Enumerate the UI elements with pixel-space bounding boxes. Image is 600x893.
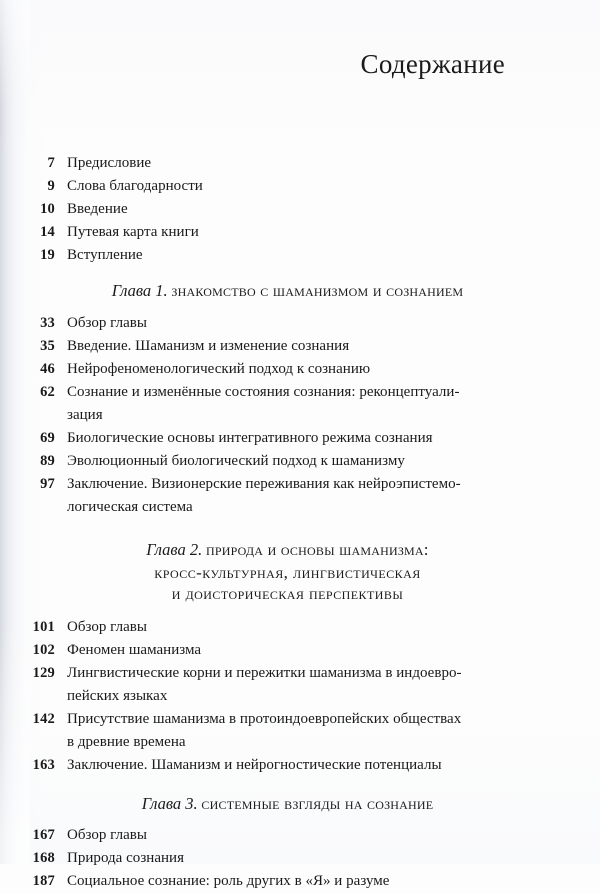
front-matter-section: [0, 152, 600, 267]
toc-entry[interactable]: [0, 427, 600, 450]
toc-entry[interactable]: [0, 312, 600, 335]
toc-entry-title: Предисловие: [67, 155, 152, 171]
toc-page-number: 33: [40, 315, 55, 331]
toc-entry-title-continuation: зация: [67, 407, 103, 423]
toc-entry-title: Введение: [67, 201, 128, 217]
toc-entry-title: Социальное сознание: роль других в «Я» и разуме: [67, 873, 390, 889]
toc-page-number: 46: [40, 361, 55, 377]
spacer: [0, 519, 600, 539]
table-of-contents: [0, 152, 600, 893]
toc-entry-title: Обзор главы: [67, 619, 147, 635]
toc-entry[interactable]: [0, 824, 600, 847]
toc-page-number: 19: [40, 247, 55, 263]
toc-page-number: 101: [32, 619, 55, 635]
toc-entry[interactable]: [0, 450, 600, 473]
toc-page-number: 7: [47, 155, 55, 171]
chapter-name-line-3: и доисторическая перспективы: [171, 584, 404, 603]
chapter-heading-3: [70, 793, 505, 816]
spacer: [0, 777, 600, 793]
toc-entry-title: Феномен шаманизма: [67, 642, 202, 658]
toc-entry-title: Заключение. Визионерские переживания как нейроэпистемо- логическая система: [58, 473, 493, 519]
toc-page-number: 9: [47, 178, 55, 194]
toc-entry[interactable]: [0, 358, 600, 381]
chapter-1-entries: [0, 312, 600, 519]
spacer: [0, 816, 600, 824]
toc-entry-title: Вступление: [67, 247, 143, 263]
chapter-name: природа и основы шаманизма:: [206, 540, 429, 559]
toc-page-number: 168: [32, 850, 55, 866]
toc-entry-title: Эволюционный биологический подход к шаманизму: [67, 453, 405, 469]
toc-page-number: 14: [40, 224, 55, 240]
chapter-3-entries: [0, 824, 600, 893]
toc-entry[interactable]: [0, 175, 600, 198]
toc-entry-title: Обзор главы: [67, 315, 147, 331]
spacer: [0, 303, 600, 312]
chapter-2-entries: [0, 616, 600, 777]
toc-entry-title: Лингвистические корни и пережитки шаманизма в индоевро- пейских языках: [58, 662, 493, 708]
toc-page-number: 10: [40, 201, 55, 217]
toc-entry[interactable]: [0, 847, 600, 870]
toc-page-number: 163: [32, 757, 55, 773]
toc-entry[interactable]: [0, 754, 600, 777]
toc-entry-title: Введение. Шаманизм и изменение сознания: [67, 338, 350, 354]
toc-entry-title: Нейрофеноменологический подход к сознанию: [67, 361, 371, 377]
toc-entry[interactable]: [0, 221, 600, 244]
toc-entry-title: Заключение. Шаманизм и нейрогностические потенциалы: [67, 757, 442, 773]
toc-page-number: 129: [32, 665, 55, 681]
toc-page-number: 187: [32, 873, 55, 889]
toc-page-number: 62: [40, 384, 55, 400]
toc-entry[interactable]: [0, 473, 600, 519]
toc-entry[interactable]: [0, 381, 600, 427]
toc-entry-title: Слова благодарности: [67, 178, 203, 194]
toc-entry-title-continuation: логическая система: [67, 499, 193, 515]
toc-entry[interactable]: [0, 870, 600, 893]
page-title: Содержание: [360, 49, 505, 79]
toc-page-number: 167: [32, 827, 55, 843]
toc-entry-title-continuation: в древние времена: [67, 734, 186, 750]
toc-entry-title: Путевая карта книги: [67, 224, 199, 240]
toc-entry-title: Природа сознания: [67, 850, 185, 866]
spacer: [0, 267, 600, 280]
toc-page-number: 35: [40, 338, 55, 354]
chapter-label: Глава 1.: [111, 281, 168, 300]
chapter-label: Глава 3.: [141, 794, 198, 813]
toc-entry-title: Биологические основы интегративного режима сознания: [67, 430, 433, 446]
toc-entry-title: Присутствие шаманизма в протоиндоевропейских обществах в древние времена: [58, 708, 493, 754]
toc-entry[interactable]: [0, 335, 600, 358]
toc-page-number: 97: [40, 476, 55, 492]
chapter-label: Глава 2.: [146, 540, 203, 559]
toc-entry[interactable]: [0, 198, 600, 221]
toc-page-number: 89: [40, 453, 55, 469]
chapter-name-line-2: кросс-культурная, лингвистическая: [154, 563, 421, 582]
toc-page-number: 142: [32, 711, 55, 727]
chapter-heading-2: [70, 539, 505, 604]
toc-page-number: 102: [32, 642, 55, 658]
toc-entry-title: Обзор главы: [67, 827, 147, 843]
chapter-name: системные взгляды на сознание: [201, 794, 434, 813]
chapter-name: знакомство с шаманизмом и сознанием: [171, 281, 464, 300]
toc-entry[interactable]: [0, 616, 600, 639]
toc-entry[interactable]: [0, 662, 600, 708]
toc-entry[interactable]: [0, 708, 600, 754]
toc-entry-title: Сознание и изменённые состояния сознания: реконцептуали- зация: [58, 381, 493, 427]
toc-page-number: 69: [40, 430, 55, 446]
toc-entry[interactable]: [0, 639, 600, 662]
chapter-heading-1: [70, 280, 505, 303]
spacer: [0, 604, 600, 616]
toc-entry[interactable]: [0, 244, 600, 267]
toc-entry-title-continuation: пейских языках: [67, 688, 168, 704]
toc-entry[interactable]: [0, 152, 600, 175]
